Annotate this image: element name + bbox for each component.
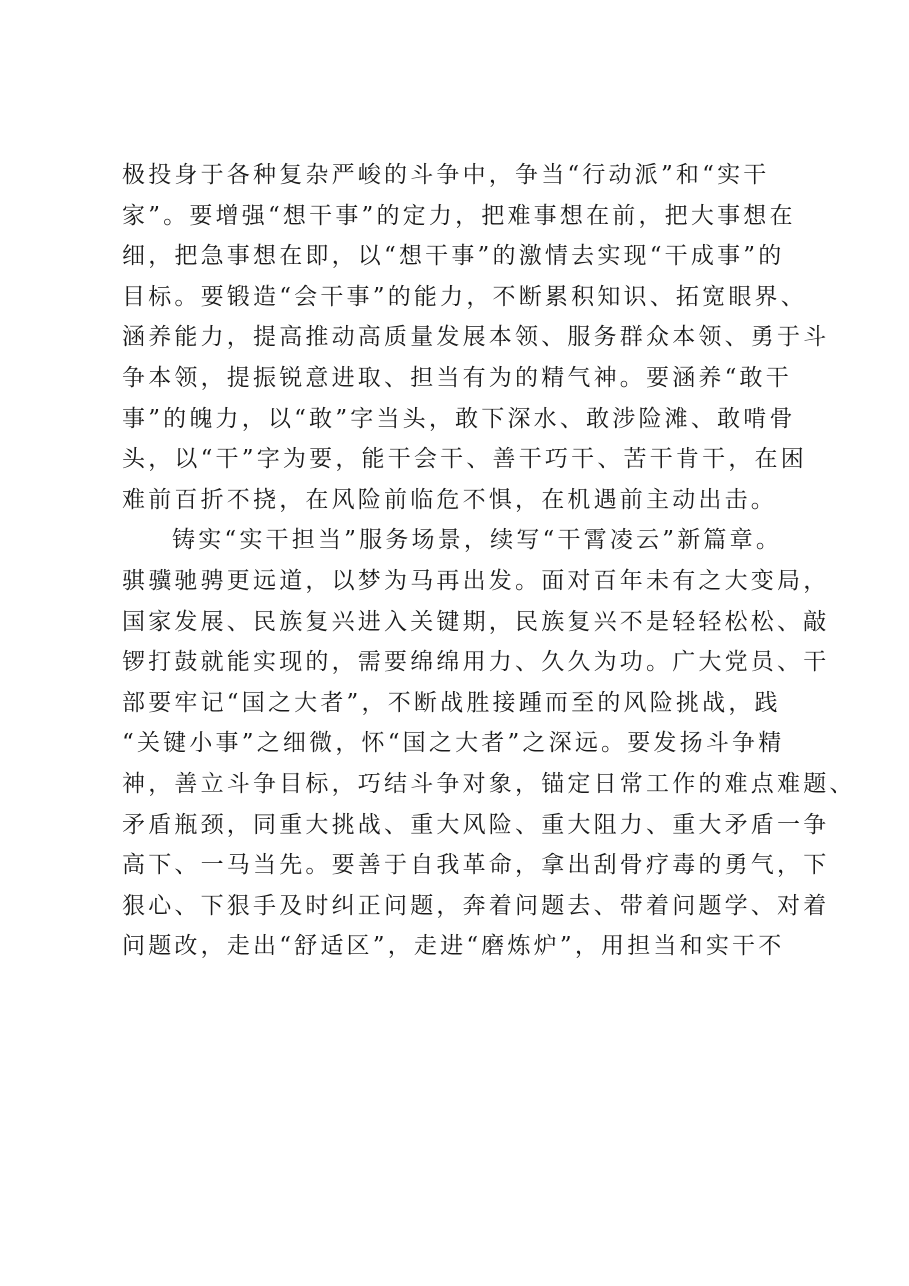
body-text — [122, 155, 856, 967]
text-line: 神，善立斗争目标，巧结斗争对象，锚定日常工作的难点难题、 — [122, 770, 856, 797]
text-line: 锣打鼓就能实现的，需要绵绵用力、久久为功。广大党员、干 — [122, 649, 830, 676]
text-line: 细，把急事想在即，以“想干事”的激情去实现“干成事”的 — [122, 243, 785, 270]
text-line: 部要牢记“国之大者”，不断战胜接踵而至的风险挑战，践 — [122, 689, 781, 716]
text-line: 骐骥驰骋更远道，以梦为马再出发。面对百年未有之大变局， — [122, 567, 830, 594]
text-line: 难前百折不挠，在风险前临危不惧，在机遇前主动出击。 — [122, 486, 777, 513]
text-line: 涵养能力，提高推动高质量发展本领、服务群众本领、勇于斗 — [122, 324, 830, 351]
text-line: 头，以“干”字为要，能干会干、善干巧干、苦干肯干，在困 — [122, 446, 807, 473]
text-line: 狠心、下狠手及时纠正问题，奔着问题去、带着问题学、对着 — [122, 892, 830, 919]
text-line: 高下、一马当先。要善于自我革命，拿出刮骨疗毒的勇气，下 — [122, 852, 830, 879]
text-line: 事”的魄力，以“敢”字当头，敢下深水、敢涉险滩、敢啃骨 — [122, 405, 796, 432]
text-line: 铸实“实干担当”服务场景，续写“干霄凌云”新篇章。 — [172, 527, 783, 554]
text-line: 家”。要增强“想干事”的定力，把难事想在前，把大事想在 — [122, 202, 796, 229]
text-line: “关键小事”之细微，怀“国之大者”之深远。要发扬斗争精 — [122, 730, 785, 757]
paragraph-2 — [122, 520, 856, 967]
text-line: 问题改，走出“舒适区”，走进“磨炼炉”，用担当和实干不 — [122, 933, 785, 960]
text-line: 矛盾瓶颈，同重大挑战、重大风险、重大阻力、重大矛盾一争 — [122, 811, 830, 838]
text-line: 国家发展、民族复兴进入关键期，民族复兴不是轻轻松松、敲 — [122, 608, 830, 635]
text-line: 极投身于各种复杂严峻的斗争中，争当“行动派”和“实干 — [122, 162, 770, 188]
paragraph-1 — [122, 155, 830, 520]
text-line: 目标。要锻造“会干事”的能力，不断累积知识、拓宽眼界、 — [122, 283, 807, 310]
text-line: 争本领，提振锐意进取、担当有为的精气神。要涵养“敢干 — [122, 364, 792, 391]
